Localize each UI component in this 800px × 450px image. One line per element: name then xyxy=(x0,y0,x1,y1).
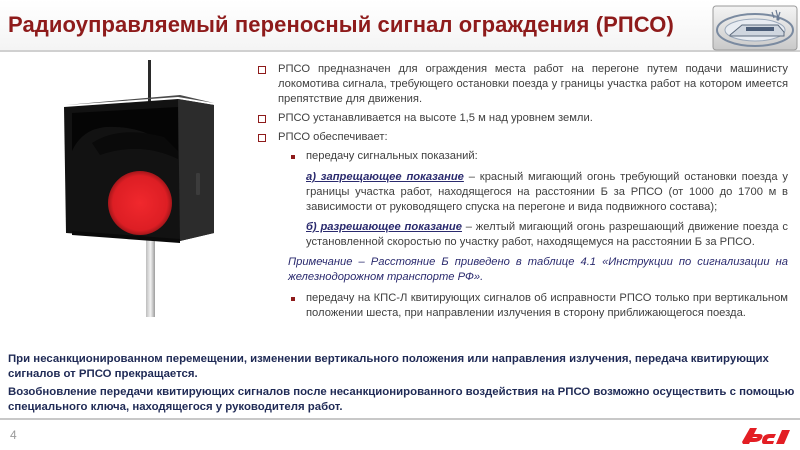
square-bullet-icon xyxy=(258,134,266,142)
list-item xyxy=(248,62,788,107)
list-item xyxy=(248,130,788,145)
footer-divider xyxy=(0,418,800,420)
paragraph-provides: РПСО обеспечивает: xyxy=(278,131,388,143)
train-badge-icon xyxy=(712,4,798,52)
rzd-logo-icon xyxy=(740,424,792,446)
list-item xyxy=(248,111,788,126)
summary-line-1: При несанкционированном перемещении, изменении вертикального положения или направления излучения, передача квитирующих сигналов от РПСО прекращается. xyxy=(8,353,769,380)
slide-header xyxy=(0,0,800,52)
slide-title: Радиоуправляемый переносный сигнал ограждения (РПСО) xyxy=(8,12,674,37)
sub-item-signals: передачу сигнальных показаний: xyxy=(306,150,478,162)
item-b-label: б) разрешающее показание xyxy=(306,221,462,233)
dot-bullet-icon xyxy=(291,155,295,159)
signal-device-image xyxy=(0,55,262,350)
page-number: 4 xyxy=(10,428,17,442)
item-a-text: – красный мигающий огонь требующий остановки поезда у границы участка работ, находящегося на расстоянии Б за РПСО (от 1000 до 1700 м в зависимости от руководящего спуска на перегоне и вида подвижного состава); xyxy=(306,171,788,213)
sub-list-item xyxy=(248,149,788,164)
paragraph-height: РПСО устанавливается на высоте 1,5 м над уровнем земли. xyxy=(278,112,593,124)
paragraph-purpose: РПСО предназначен для ограждения места работ на перегоне путем подачи машинисту локомотива сигнала, требующего остановки поезда у границы участка работ на котором имеется препятствие для движения. xyxy=(278,63,788,105)
main-content xyxy=(248,62,788,327)
note-text: Примечание – Расстояние Б приведено в таблице 4.1 «Инструкции по сигнализации на железнодорожном транспорте РФ». xyxy=(288,256,788,283)
signal-item-a xyxy=(248,170,788,215)
bottom-summary xyxy=(8,352,798,418)
square-bullet-icon xyxy=(258,115,266,123)
square-bullet-icon xyxy=(258,66,266,74)
dot-bullet-icon xyxy=(291,297,295,301)
summary-line-2: Возобновление передачи квитирующих сигналов после несанкционированного воздействия на РПСО возможно осуществить с помощью специального ключа, находящегося у руководителя работ. xyxy=(8,386,795,413)
sub-list-item xyxy=(248,291,788,321)
item-a-label: а) запрещающее показание xyxy=(306,171,464,183)
sub-item-ack: передачу на КПС-Л квитирующих сигналов об исправности РПСО только при вертикальном положении шеста, при направлении излучения в сторону приближающегося поезда. xyxy=(306,292,788,319)
signal-item-b xyxy=(248,220,788,250)
item-b-text: – желтый мигающий огонь разрешающий движение поезда с установленной скоростью по участку работ, находящемуся на расстоянии Б за РПСО. xyxy=(306,221,788,248)
